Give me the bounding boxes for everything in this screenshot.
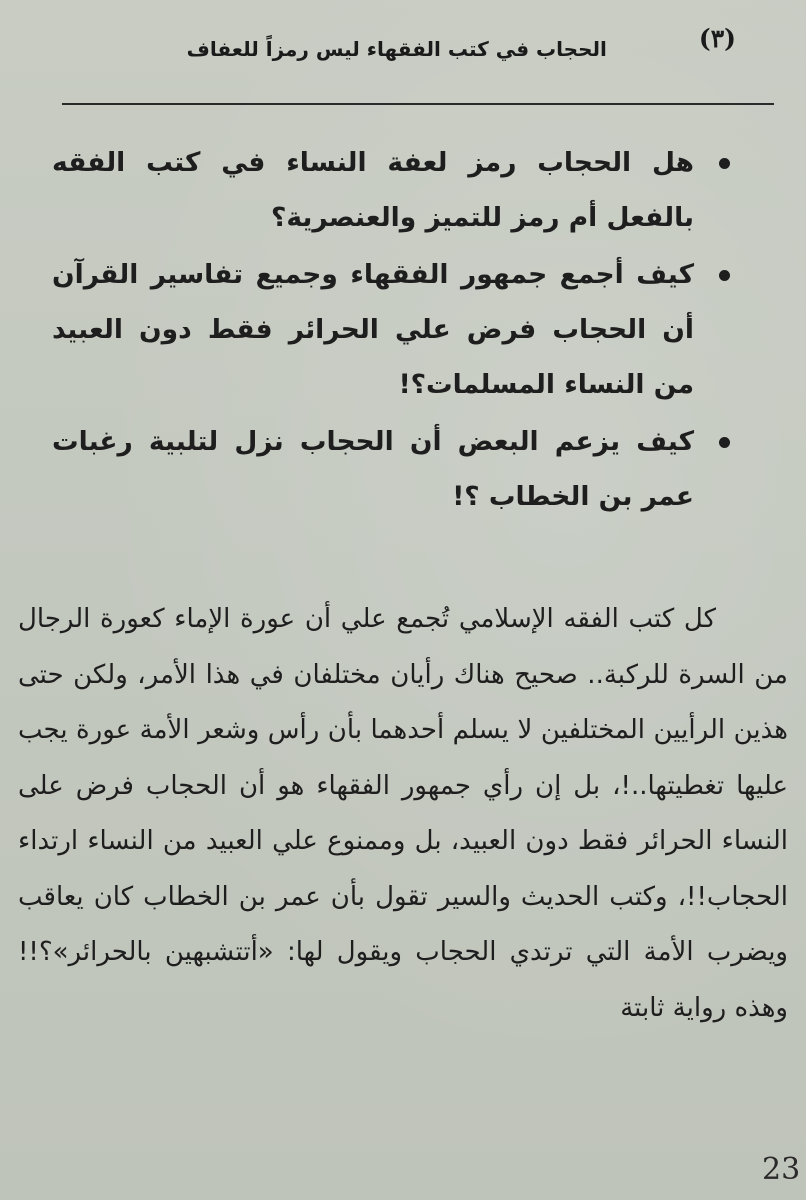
question-text: هل الحجاب رمز لعفة النساء في كتب الفقه بالفعل أم رمز للتميز والعنصرية؟ [52,147,694,233]
body-paragraph: كل كتب الفقه الإسلامي تُجمع علي أن عورة الإماء كعورة الرجال من السرة للركبة.. صحيح هناك رأيان مختلفان في هذا الأمر، ولكن حتى هذين الرأيين المختلفين لا يسلم أحدهما بأن رأس وشعر الأمة عورة يجب عليها تغطيتها..!، بل إن رأي جمهور الفقهاء هو أن الحجاب فرض على النساء الحرائر فقط دون العبيد، بل وممنوع علي العبيد من النساء ارتداء الحجاب!!، وكتب الحديث والسير تقول بأن عمر بن الخطاب كان يعاقب ويضرب الأمة التي ترتدي الحجاب ويقول لها: «أتتشبهين بالحرائر»؟!! وهذه رواية ثابتة [18,604,788,1023]
question-item [52,247,732,412]
question-list [52,135,732,524]
bullet-icon [719,158,730,169]
question-item [52,135,732,245]
page-number: 23 [762,1152,801,1187]
chapter-title: الحجاب في كتب الفقهاء ليس رمزاً للعفاف [186,37,607,61]
question-text: كيف يزعم البعض أن الحجاب نزل لتلبية رغبات عمر بن الخطاب ؟! [52,426,694,512]
chapter-header [96,14,736,62]
question-text: كيف أجمع جمهور الفقهاء وجميع تفاسير القرآن أن الحجاب فرض علي الحرائر فقط دون العبيد من النساء المسلمات؟! [52,259,694,400]
bullet-icon [719,437,730,448]
header-divider [62,103,774,105]
chapter-number: (٣) [698,23,736,53]
bullet-icon [719,270,730,281]
question-item [52,414,732,524]
